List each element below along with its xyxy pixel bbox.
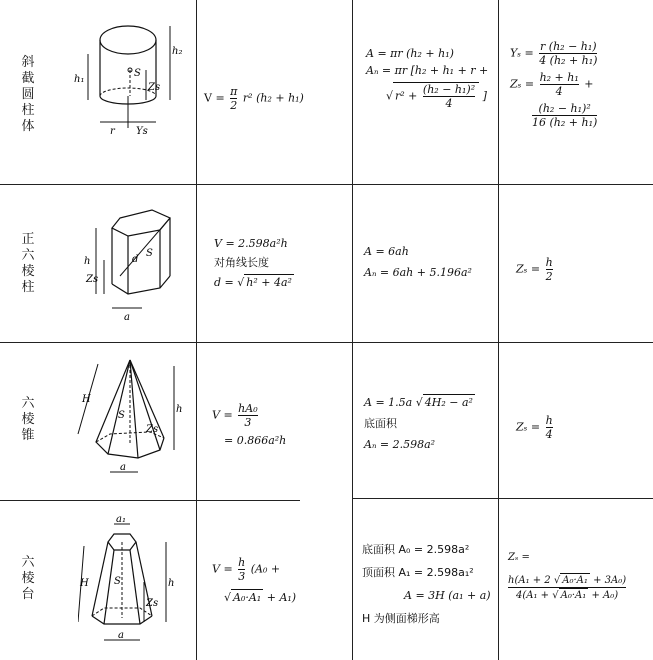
- label-a1: a₁: [116, 514, 126, 525]
- label-ys: Ys: [136, 126, 148, 137]
- area-formula-2: A = 6ah Aₙ = 6ah + 5.196a²: [364, 245, 472, 279]
- area-formula-1: A = πr (h₂ + h₁) Aₙ = πr [h₂ + h₁ + r + √ r² + $\frac{\text{(h₂ − h₁)²}}{4}$ ]: [366, 47, 489, 110]
- label-zs: Zs: [86, 274, 99, 285]
- hex-frustum-diagram: [78, 512, 188, 652]
- column-divider-3: [498, 0, 499, 660]
- label-a: a: [118, 630, 124, 641]
- label-s: S: [114, 576, 121, 587]
- label-a: a: [124, 312, 130, 323]
- label-h1: h₁: [74, 74, 85, 85]
- centroid-formula-4: Zₛ = $\frac{\text{h(A₁ + 2 √ A₀·A₁ + 3A₀)}}{\text{4(A₁ + √ A₀·A₁ + A₀)}}$: [508, 552, 627, 601]
- volume-formula-3: V = $\frac{\text{hA₀}}{3}$ = 0.866a²h: [212, 402, 287, 447]
- row-divider-1: [0, 184, 653, 185]
- volume-formula-2: V = 2.598a²h 对角线长度 d = √ h² + 4a²: [214, 237, 292, 289]
- row-divider-2: [0, 342, 653, 343]
- label-h: h: [84, 256, 91, 267]
- centroid-formula-2: Zₛ = $\frac{h}{2}$: [516, 256, 553, 283]
- label-s: S: [118, 410, 125, 421]
- label-h: h: [168, 578, 175, 589]
- label-H: H: [82, 394, 91, 405]
- row-name-hex-pyramid: 六 棱 锥: [21, 396, 35, 443]
- label-s: S: [146, 248, 153, 259]
- label-zs: Zs: [146, 424, 159, 435]
- label-a: a: [120, 462, 126, 473]
- volume-formula-4: V = $\frac{h}{3}$ (A₀ + √ A₀·A₁ + A₁): [212, 556, 297, 604]
- label-s: S: [134, 68, 141, 79]
- label-zs: Zs: [148, 82, 161, 93]
- label-zs: Zs: [146, 598, 159, 609]
- label-h: h: [176, 404, 183, 415]
- oblique-cylinder-diagram: [70, 10, 190, 170]
- hex-pyramid-diagram: [74, 354, 194, 484]
- volume-formula-1: V = $\frac{\pi}{2}$ r² (h₂ + h₁): [204, 85, 304, 112]
- row-name-hex-frustum: 六 棱 台: [21, 555, 35, 602]
- label-H: H: [80, 578, 89, 589]
- row-name-hex-prism: 正 六 棱 柱: [21, 232, 35, 295]
- row-name-oblique-cylinder: 斜 截 圆 柱 体: [21, 55, 35, 134]
- column-divider-2: [352, 0, 353, 660]
- label-h2: h₂: [172, 46, 183, 57]
- area-formula-4: 底面积 A₀ = 2.598a² 顶面积 A₁ = 2.598a₁² A = 3H (a₁ + a) H 为侧面梯形高: [362, 543, 491, 625]
- label-r: r: [110, 126, 115, 137]
- area-formula-3: A = 1.5a √ 4H₂ − a² 底面积 Aₙ = 2.598a²: [364, 396, 473, 451]
- centroid-formula-3: Zₛ = $\frac{h}{4}$: [516, 414, 553, 441]
- row-divider-3a: [0, 500, 300, 501]
- column-divider-1: [196, 0, 197, 660]
- row-divider-3b: [352, 498, 653, 499]
- hex-prism-diagram: [72, 196, 192, 326]
- centroid-formula-1: Yₛ = $\frac{\text{r (h₂ − h₁)}}{\text{4 (h₂ + h₁)}}$ Zₛ = $\frac{\text{h₂ + h₁}}{4}$ + $\frac{\text{(h₂ − h₁)²}}{\text{16 (h₂ + h₁)}}$: [510, 40, 598, 129]
- label-d: d: [132, 254, 139, 265]
